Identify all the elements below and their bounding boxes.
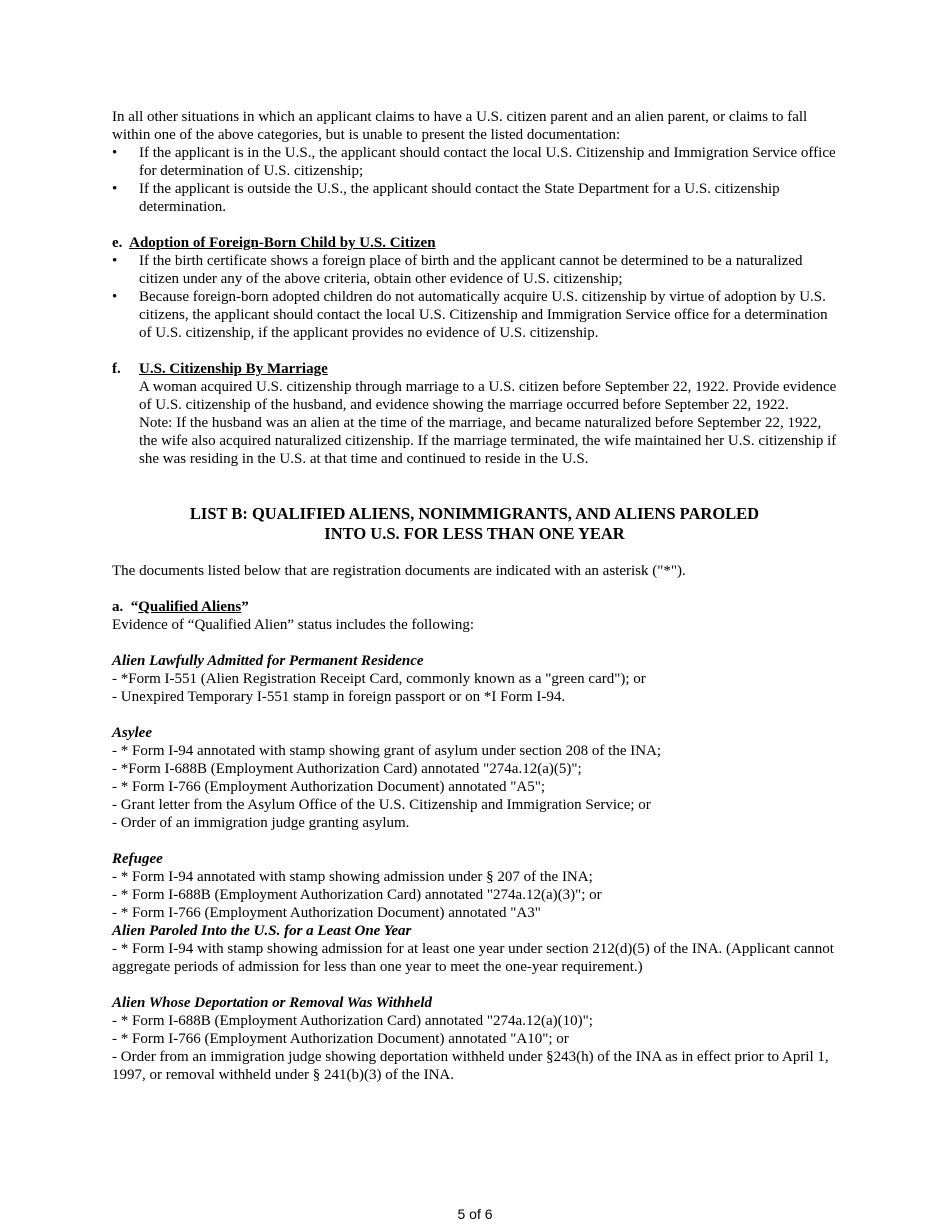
permanent-resident-heading: Alien Lawfully Admitted for Permanent Residence — [112, 653, 424, 669]
list-item: - Unexpired Temporary I-551 stamp in foreign passport or on *I Form I-94. — [112, 689, 566, 705]
section-e-title: Adoption of Foreign-Born Child by U.S. Citizen — [129, 235, 436, 251]
section-a-heading: a. “Qualified Aliens” — [112, 599, 249, 615]
list-item: - Order from an immigration judge showing deportation withheld under §243(h) of the INA as in effect prior to April 1, 1997, or removal withheld under § 241(b)(3) of the INA. — [112, 1049, 829, 1083]
list-item: - * Form I-94 annotated with stamp showing grant of asylum under section 208 of the INA; — [112, 743, 662, 759]
list-item: - * Form I-94 with stamp showing admission for at least one year under section 212(d)(5) of the INA. (Applicant cannot aggregate periods of admission for less than one year to meet the one-year requirement.) — [112, 941, 834, 975]
list-item: - Order of an immigration judge granting asylum. — [112, 815, 410, 831]
list-item: - Grant letter from the Asylum Office of the U.S. Citizenship and Immigration Service; or — [112, 797, 651, 813]
list-item: - *Form I-688B (Employment Authorization Card) annotated "274a.12(a)(5)"; — [112, 761, 582, 777]
intro-bullet-list — [112, 144, 837, 216]
section-f-heading: f. U.S. Citizenship By Marriage — [112, 361, 328, 377]
list-item: - * Form I-766 (Employment Authorization Document) annotated "A5"; — [112, 779, 545, 795]
intro-paragraph: In all other situations in which an applicant claims to have a U.S. citizen parent and an alien parent, or claims to fall within one of the above categories, but is unable to present the listed documentation: — [112, 109, 808, 143]
section-f-title: U.S. Citizenship By Marriage — [139, 361, 328, 377]
document-page — [112, 108, 837, 1084]
list-b-title-line1: LIST B: QUALIFIED ALIENS, NONIMMIGRANTS, AND ALIENS PAROLED — [189, 504, 760, 523]
list-item: - * Form I-766 (Employment Authorization Document) annotated "A3" — [112, 905, 541, 921]
paroled-heading: Alien Paroled Into the U.S. for a Least One Year — [112, 923, 412, 939]
list-b-intro: The documents listed below that are registration documents are indicated with an asterisk ("*"). — [112, 563, 686, 579]
refugee-heading: Refugee — [112, 851, 163, 867]
list-b-title-line2: INTO U.S. FOR LESS THAN ONE YEAR — [324, 524, 625, 543]
section-e-bullet-list — [112, 252, 837, 342]
list-item: - * Form I-688B (Employment Authorization Card) annotated "274a.12(a)(3)"; or — [112, 887, 602, 903]
list-item: • If the birth certificate shows a foreign place of birth and the applicant cannot be determined to be a naturalized citizen under any of the above criteria, obtain other evidence of U.S. citizenship; — [112, 253, 803, 287]
list-item: • If the applicant is outside the U.S., the applicant should contact the State Department for a U.S. citizenship determination. — [112, 181, 780, 215]
section-a-title: Qualified Aliens — [138, 599, 242, 615]
list-item: - * Form I-688B (Employment Authorization Card) annotated "274a.12(a)(10)"; — [112, 1013, 593, 1029]
asylee-heading: Asylee — [112, 725, 152, 741]
list-item: - * Form I-766 (Employment Authorization Document) annotated "A10"; or — [112, 1031, 569, 1047]
list-item: - *Form I-551 (Alien Registration Receipt Card, commonly known as a "green card"); or — [112, 671, 646, 687]
section-e-heading: e. Adoption of Foreign-Born Child by U.S. Citizen — [112, 235, 436, 251]
list-item: - * Form I-94 annotated with stamp showing admission under § 207 of the INA; — [112, 869, 593, 885]
withheld-heading: Alien Whose Deportation or Removal Was Withheld — [112, 995, 433, 1011]
bullet-icon: • — [112, 181, 118, 197]
page-number: 5 of 6 — [457, 1206, 493, 1222]
list-item: • If the applicant is in the U.S., the applicant should contact the local U.S. Citizenship and Immigration Service office for determination of U.S. citizenship; — [112, 145, 836, 179]
section-f-note: Note: If the husband was an alien at the time of the marriage, and became naturalized before September 22, 1922, the wife also acquired naturalized citizenship. If the marriage terminated, the wife maintained her U.S. citizenship if she was residing in the U.S. at that time and continued to reside in the U.S. — [139, 415, 837, 467]
bullet-icon: • — [112, 289, 118, 305]
bullet-icon: • — [112, 145, 118, 161]
list-item: • Because foreign-born adopted children do not automatically acquire U.S. citizenship by virtue of adoption by U.S. citizens, the applicant should contact the local U.S. Citizenship and Immigration Service office for a determination of U.S. citizenship, if the applicant provides no evidence of U.S. citizenship. — [112, 289, 828, 341]
section-a-intro: Evidence of “Qualified Alien” status includes the following: — [112, 617, 474, 633]
section-f-paragraph: A woman acquired U.S. citizenship through marriage to a U.S. citizen before September 22, 1922. Provide evidence of U.S. citizenship of the husband, and evidence showing the marriage occurred before September 22, 1922. — [139, 379, 837, 413]
bullet-icon: • — [112, 253, 118, 269]
